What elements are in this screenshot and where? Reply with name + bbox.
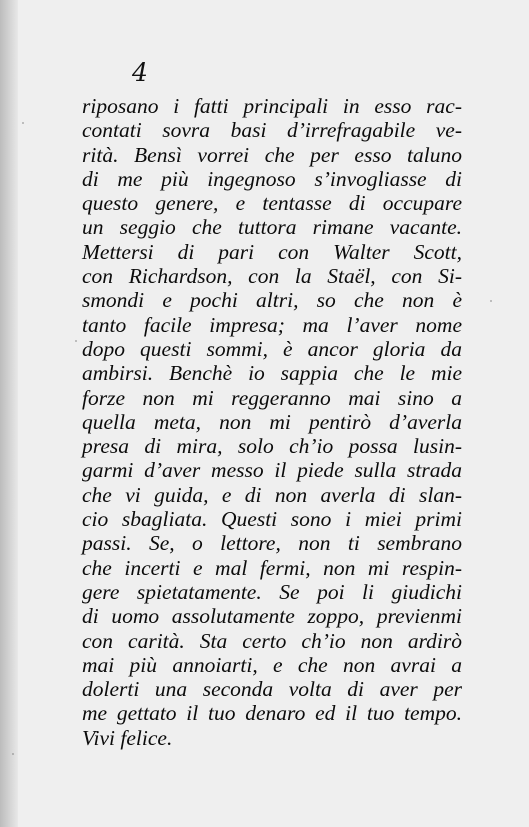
text-line: cio sbagliata. Questi sono i miei primi bbox=[82, 507, 462, 532]
text-line: questo genere, e tentasse di occupare bbox=[82, 191, 462, 216]
text-line: un seggio che tuttora rimane vacante. bbox=[82, 215, 462, 240]
text-line: con Richardson, con la Staël, con Si- bbox=[82, 264, 462, 289]
text-line: gere spietatamente. Se poi li giudichi bbox=[82, 579, 462, 604]
text-line: mai più annoiarti, e che non avrai a bbox=[82, 652, 462, 677]
text-line: con carità. Sta certo ch’io non ardirò bbox=[82, 628, 462, 653]
text-line: garmi d’aver messo il piede sulla strada bbox=[82, 458, 462, 483]
text-line: che incerti e mal fermi, non mi respin- bbox=[82, 555, 462, 580]
text-line: di me più ingegnoso s’invogliasse di bbox=[82, 166, 462, 191]
text-line: Mettersi di pari con Walter Scott, bbox=[82, 239, 462, 264]
page-number: 4 bbox=[132, 58, 148, 87]
body-text bbox=[82, 94, 462, 750]
text-line: contati sovra basi d’irrefragabile ve- bbox=[82, 118, 462, 143]
text-line: quella meta, non mi pentirò d’averla bbox=[82, 409, 462, 434]
paper-speck bbox=[22, 122, 24, 124]
text-line: me gettato il tuo denaro ed il tuo tempo. bbox=[82, 701, 462, 726]
text-line: presa di mira, solo ch’io possa lusin- bbox=[82, 434, 462, 459]
paper-speck bbox=[75, 340, 77, 342]
text-line: passi. Se, o lettore, non ti sembrano bbox=[82, 531, 462, 556]
text-line-closing: Vivi felice. bbox=[82, 725, 173, 750]
text-line: tanto facile impresa; ma l’aver nome bbox=[82, 312, 462, 337]
text-line: riposano i fatti principali in esso rac- bbox=[82, 94, 462, 118]
page-binding-shadow bbox=[0, 0, 18, 827]
text-line: dopo questi sommi, è ancor gloria da bbox=[82, 336, 462, 361]
paper-speck bbox=[490, 300, 492, 302]
text-line: dolerti una seconda volta di aver per bbox=[82, 677, 462, 702]
text-line: ambirsi. Benchè io sappia che le mie bbox=[82, 361, 462, 386]
text-line: smondi e pochi altri, so che non è bbox=[82, 288, 462, 313]
paper-speck bbox=[12, 753, 14, 755]
text-line: rità. Bensì vorrei che per esso taluno bbox=[82, 142, 462, 167]
text-line: che vi guida, e di non averla di slan- bbox=[82, 482, 462, 507]
text-line: forze non mi reggeranno mai sino a bbox=[82, 385, 462, 410]
text-line: di uomo assolutamente zoppo, previenmi bbox=[82, 604, 462, 629]
